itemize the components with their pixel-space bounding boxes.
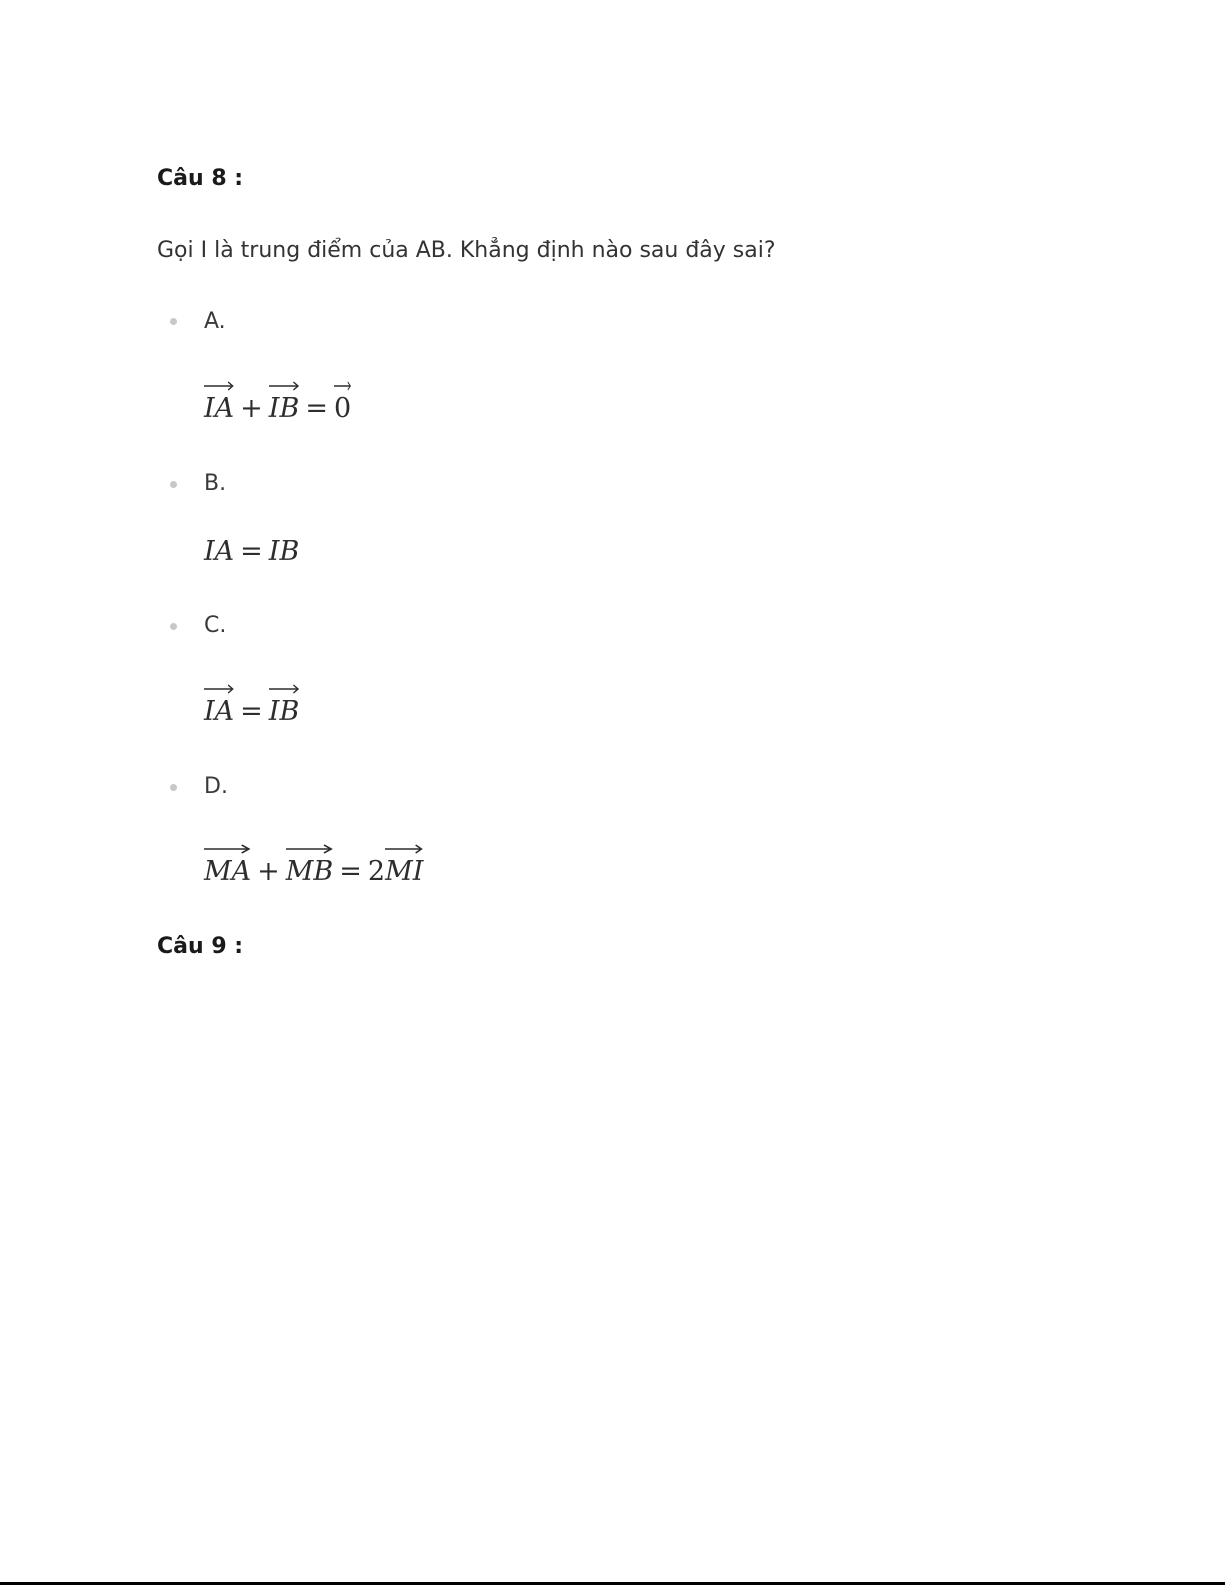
vector-ib: IB bbox=[269, 395, 300, 422]
option-d-formula: MA + MB = 2 MI bbox=[204, 858, 423, 885]
option-a-label[interactable]: A. bbox=[204, 309, 226, 334]
vector-arrow-icon bbox=[204, 684, 234, 694]
vector-arrow-icon bbox=[269, 381, 300, 391]
question-title: Câu 8 : bbox=[157, 166, 244, 191]
vector-ib: IB bbox=[269, 698, 300, 725]
vector-mb: MB bbox=[286, 858, 334, 885]
option-d-label[interactable]: D. bbox=[204, 774, 228, 799]
vector-zero: 0 bbox=[334, 395, 351, 422]
option-c-formula: IA = IB bbox=[204, 698, 299, 725]
vector-ma: MA bbox=[204, 858, 251, 885]
vector-arrow-icon bbox=[204, 381, 234, 391]
bullet-icon bbox=[170, 318, 177, 325]
vector-ia: IA bbox=[204, 395, 234, 422]
option-b-label[interactable]: B. bbox=[204, 471, 227, 496]
question-title: Câu 9 : bbox=[157, 934, 244, 959]
vector-arrow-icon bbox=[269, 684, 300, 694]
bullet-icon bbox=[170, 481, 177, 488]
vector-arrow-icon bbox=[334, 381, 351, 391]
option-b-formula: IA = IB bbox=[204, 536, 300, 567]
vector-mi: MI bbox=[385, 858, 423, 885]
bullet-icon bbox=[170, 784, 177, 791]
option-a-formula: IA + IB = 0 bbox=[204, 395, 351, 422]
option-c-label[interactable]: C. bbox=[204, 613, 227, 638]
vector-arrow-icon bbox=[286, 844, 334, 854]
question-text: Gọi I là trung điểm của AB. Khẳng định nào sau đây sai? bbox=[157, 238, 776, 263]
bullet-icon bbox=[170, 623, 177, 630]
vector-arrow-icon bbox=[385, 844, 423, 854]
vector-ia: IA bbox=[204, 698, 234, 725]
vector-arrow-icon bbox=[204, 844, 251, 854]
